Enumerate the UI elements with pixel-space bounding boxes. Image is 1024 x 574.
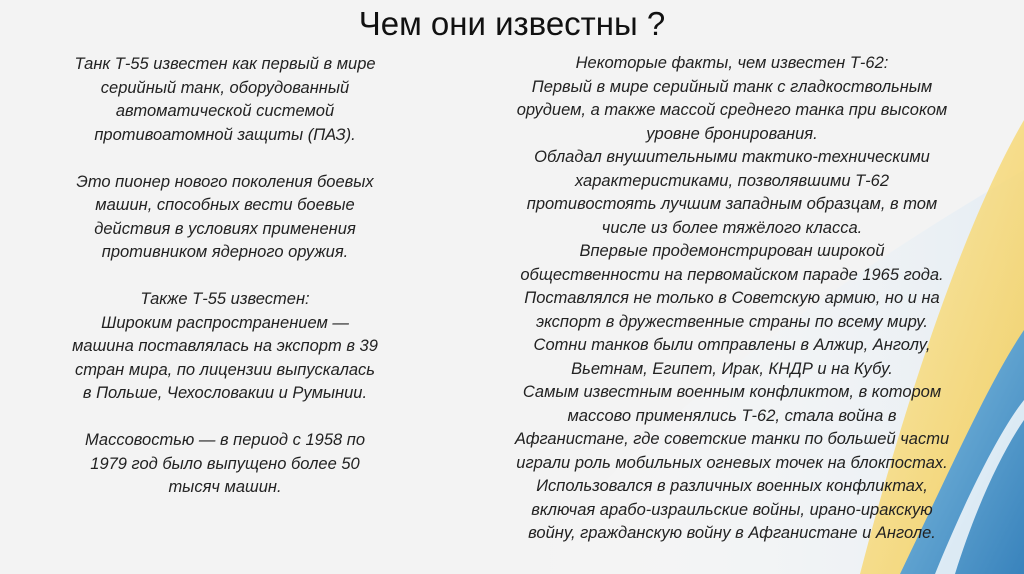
text-line: действия в условиях применения — [94, 219, 356, 238]
text-line: массово применялись Т-62, стала война в — [567, 406, 897, 425]
text-line: тысяч машин. — [168, 478, 282, 496]
text-line: в Польше, Чехословакии и Румынии. — [82, 384, 368, 402]
paragraph-export — [35, 288, 415, 406]
text-line: Некоторые факты, чем известен Т-62: — [575, 54, 889, 72]
text-line: 1979 год было выпущено более 50 — [90, 454, 360, 473]
text-line: играли роль мобильных огневых точек на блокпостах. — [516, 453, 948, 472]
text-line: Афганистане, где советские танки по большей части — [514, 430, 950, 448]
text-line: Широким распространением — — [101, 313, 349, 332]
text-line: войну, гражданскую войну в Афганистане и Анголе. — [528, 524, 936, 542]
text-line: Это пионер нового поколения боевых — [76, 172, 374, 191]
text-line: Обладал внушительными тактико-техническими — [534, 148, 930, 166]
text-line: машин, способных вести боевые — [95, 196, 355, 214]
text-line: Первый в мире серийный танк с гладкоствольным — [531, 77, 933, 96]
text-line: числе из более тяжёлого класса. — [601, 218, 863, 237]
paragraph-pioneer — [35, 171, 415, 265]
text-line: Самым известным военным конфликтом, в котором — [522, 383, 942, 401]
text-line: Поставлялся не только в Советскую армию, но и на — [524, 289, 940, 307]
text-line: серийный танк, оборудованный — [100, 78, 350, 97]
t55-facts-column — [35, 53, 415, 523]
text-line: уровне бронирования. — [646, 124, 818, 143]
text-line: противостоять лучшим западным образцам, в том — [526, 195, 938, 213]
text-line: машина поставлялась на экспорт в 39 — [72, 337, 378, 355]
t62-facts-column — [462, 52, 1002, 546]
text-line: характеристиками, позволявшими Т-62 — [574, 171, 890, 190]
text-line: противоатомной защиты (ПАЗ). — [94, 125, 356, 144]
text-line: орудием, а также массой среднего танка при высоком — [516, 101, 948, 119]
text-line: общественности на первомайском параде 1965 года. — [520, 265, 944, 284]
text-line: включая арабо-израильские войны, ирано-иракскую — [531, 500, 933, 519]
paragraph-paz — [35, 53, 415, 147]
text-line: противником ядерного оружия. — [101, 243, 349, 261]
text-line: стран мира, по лицензии выпускалась — [75, 360, 375, 379]
text-line: Массовостью — в период с 1958 по — [84, 431, 366, 449]
text-line: Также Т-55 известен: — [140, 290, 310, 308]
text-line: Вьетнам, Египет, Ирак, КНДР и на Кубу. — [571, 359, 893, 378]
text-line: Впервые продемонстрирован широкой — [579, 242, 885, 260]
text-line: Использовался в различных военных конфликтах, — [536, 477, 928, 495]
page-title: Чем они известны ? — [358, 5, 666, 42]
text-line: автоматической системой — [115, 102, 335, 120]
text-line: Танк Т-55 известен как первый в мире — [74, 55, 376, 73]
text-line: экспорт в дружественные страны по всему миру. — [535, 312, 929, 331]
text-line: Сотни танков были отправлены в Алжир, Анголу, — [533, 336, 931, 354]
paragraph-production — [35, 429, 415, 500]
